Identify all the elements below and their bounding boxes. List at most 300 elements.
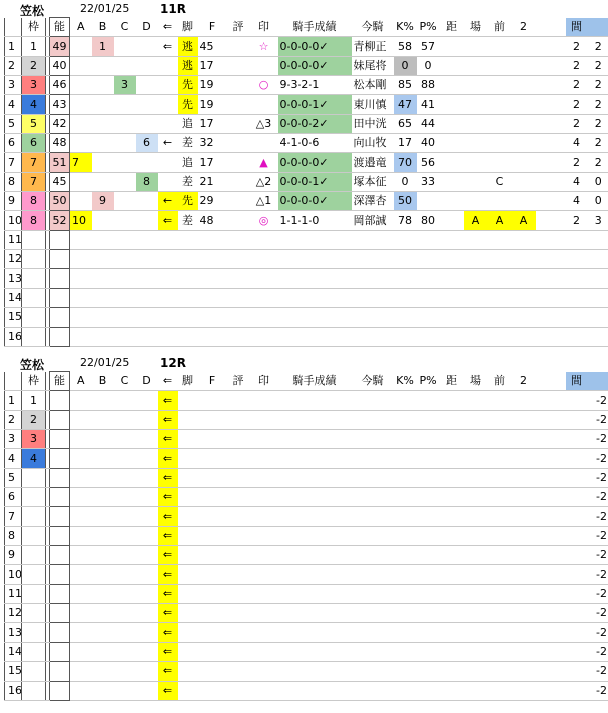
cell-kyori [440,584,464,603]
cell-konki [352,269,394,288]
cell-row-number: 16 [5,681,22,700]
table-row [5,327,608,346]
cell-arrow [158,76,178,95]
cell-col-b: 1 [92,37,114,56]
cell-spacer [536,288,566,307]
cell-baba [464,526,488,545]
cell-col-d [136,211,158,230]
cell-shirushi [250,526,278,545]
cell-kan-2: -2 [588,623,608,642]
cell-nouryoku [50,269,70,288]
table-body [5,391,608,701]
cell-konki [352,662,394,681]
cell-waku [22,604,46,623]
cell-row-number: 11 [5,230,22,249]
cell-baba [464,604,488,623]
cell-kishu-seiseki [278,565,352,584]
cell-baba [464,507,488,526]
cell-kan-1 [566,230,588,249]
cell-two [512,192,536,211]
cell-konki [352,604,394,623]
cell-two [512,584,536,603]
cell-arrow: ← [158,134,178,153]
cell-kishu-seiseki: 4-1-0-6 [278,134,352,153]
cell-k-rate [394,327,417,346]
cell-row-number: 15 [5,308,22,327]
cell-kyaku: 差 [178,134,198,153]
cell-col-a [70,391,92,410]
table-row [5,565,608,584]
cell-hyoka [227,584,250,603]
cell-nouryoku [50,623,70,642]
cell-col-c [114,192,136,211]
table-header-row [5,372,608,391]
cell-spacer [536,192,566,211]
cell-kyori [440,488,464,507]
header-kan-1: 間 [566,18,588,37]
cell-hyoka [227,250,250,269]
cell-row-number: 5 [5,114,22,133]
cell-p-rate [417,662,440,681]
cell-kishu-seiseki: 0-0-0-0✓ [278,56,352,75]
cell-shirushi: ◎ [250,211,278,230]
cell-col-f [198,449,227,468]
cell-col-b [92,391,114,410]
cell-mae [488,192,512,211]
cell-konki [352,526,394,545]
header-kan-2 [588,372,608,391]
header-shirushi: 印 [250,18,278,37]
cell-row-number: 1 [5,37,22,56]
cell-konki [352,410,394,429]
cell-spacer [536,211,566,230]
cell-mae [488,269,512,288]
cell-kan-2: -2 [588,391,608,410]
cell-shirushi [250,56,278,75]
cell-col-a [70,642,92,661]
cell-mae [488,584,512,603]
cell-arrow [158,288,178,307]
cell-k-rate [394,488,417,507]
cell-col-a: 7 [70,153,92,172]
cell-col-a [70,488,92,507]
cell-kan-2: 2 [588,56,608,75]
header-kishu-seiseki: 騎手成績 [278,372,352,391]
cell-baba [464,56,488,75]
cell-row-number: 10 [5,565,22,584]
cell-col-f [198,308,227,327]
table-row [5,391,608,410]
cell-kyaku: 差 [178,172,198,191]
cell-arrow: ⇐ [158,681,178,700]
cell-col-d [136,449,158,468]
cell-kan-1 [566,604,588,623]
cell-col-f [198,584,227,603]
cell-kan-1 [566,662,588,681]
cell-waku: 1 [22,391,46,410]
cell-kan-1 [566,250,588,269]
cell-spacer [536,488,566,507]
cell-col-c [114,507,136,526]
cell-kan-2: -2 [588,410,608,429]
cell-shirushi: △1 [250,192,278,211]
race-12r-block [4,356,607,701]
cell-konki [352,565,394,584]
cell-kan-1 [566,468,588,487]
cell-hyoka [227,662,250,681]
table-row [5,507,608,526]
cell-baba [464,623,488,642]
cell-col-d [136,642,158,661]
header-spacer [536,372,566,391]
cell-kyori [440,56,464,75]
cell-mae [488,662,512,681]
cell-col-f [198,430,227,449]
cell-spacer [536,468,566,487]
header-waku: 枠 [22,18,46,37]
cell-arrow: ⇐ [158,604,178,623]
cell-kyori [440,662,464,681]
cell-p-rate: 44 [417,114,440,133]
cell-arrow: ⇐ [158,391,178,410]
cell-mae [488,488,512,507]
table-body [5,37,608,347]
cell-spacer [536,134,566,153]
cell-two [512,95,536,114]
cell-col-b [92,565,114,584]
cell-kyori [440,449,464,468]
cell-kyori [440,623,464,642]
cell-nouryoku: 45 [50,172,70,191]
cell-col-d [136,114,158,133]
cell-k-rate: 65 [394,114,417,133]
header-konki: 今騎 [352,18,394,37]
cell-shirushi: ▲ [250,153,278,172]
cell-arrow: ⇐ [158,623,178,642]
cell-row-number: 7 [5,507,22,526]
cell-col-c [114,288,136,307]
cell-col-c [114,449,136,468]
cell-waku: 4 [22,95,46,114]
table-row [5,584,608,603]
cell-row-number: 2 [5,56,22,75]
cell-two [512,410,536,429]
cell-k-rate: 58 [394,37,417,56]
cell-spacer [536,76,566,95]
cell-kan-2: -2 [588,430,608,449]
cell-kan-1 [566,308,588,327]
cell-arrow [158,114,178,133]
cell-mae [488,526,512,545]
cell-kan-2 [588,269,608,288]
table-row [5,468,608,487]
cell-waku [22,526,46,545]
table-row [5,681,608,700]
cell-row-number: 2 [5,410,22,429]
cell-kan-2: -2 [588,584,608,603]
cell-kyori [440,546,464,565]
header-col-b: B [92,372,114,391]
cell-kan-2: 2 [588,76,608,95]
header-kyori: 距 [440,18,464,37]
cell-kan-2: -2 [588,642,608,661]
cell-arrow [158,172,178,191]
cell-col-b [92,488,114,507]
header-kyaku: 脚 [178,372,198,391]
cell-hyoka [227,488,250,507]
cell-col-b [92,604,114,623]
cell-waku [22,230,46,249]
cell-nouryoku: 46 [50,76,70,95]
cell-spacer [536,681,566,700]
cell-kan-1 [566,623,588,642]
table-row [5,250,608,269]
cell-kishu-seiseki [278,410,352,429]
cell-kan-1 [566,327,588,346]
cell-col-d [136,37,158,56]
header-col-a: A [70,18,92,37]
cell-two [512,269,536,288]
race-11r-block [4,2,602,347]
cell-row-number: 4 [5,95,22,114]
cell-col-d [136,526,158,545]
cell-col-d [136,662,158,681]
cell-spacer [536,95,566,114]
cell-kishu-seiseki: 0-0-0-0✓ [278,153,352,172]
race-number: 12R [160,356,186,370]
cell-col-a [70,327,92,346]
cell-spacer [536,327,566,346]
cell-shirushi [250,230,278,249]
table-row [5,95,608,114]
cell-shirushi [250,288,278,307]
cell-kyaku [178,488,198,507]
cell-two [512,134,536,153]
cell-kan-1: 2 [566,37,588,56]
cell-row-number: 12 [5,604,22,623]
cell-two [512,230,536,249]
cell-k-rate: 17 [394,134,417,153]
header-col-d: D [136,372,158,391]
cell-col-f [198,507,227,526]
cell-nouryoku [50,430,70,449]
cell-nouryoku [50,410,70,429]
cell-shirushi [250,430,278,449]
cell-col-f [198,468,227,487]
cell-p-rate [417,269,440,288]
cell-konki [352,468,394,487]
cell-p-rate [417,468,440,487]
cell-kishu-seiseki [278,546,352,565]
cell-waku [22,269,46,288]
cell-spacer [536,449,566,468]
header-col-c: C [114,372,136,391]
cell-baba [464,430,488,449]
cell-konki [352,488,394,507]
cell-spacer [536,662,566,681]
cell-k-rate [394,662,417,681]
cell-baba [464,565,488,584]
cell-p-rate [417,430,440,449]
cell-shirushi [250,546,278,565]
cell-col-f: 19 [198,95,227,114]
cell-col-f: 48 [198,211,227,230]
cell-col-c [114,565,136,584]
cell-kyaku [178,449,198,468]
cell-col-d [136,623,158,642]
cell-kan-1: 4 [566,134,588,153]
header-col-f: F [198,18,227,37]
cell-konki: 東川慎 [352,95,394,114]
race-number: 11R [160,2,186,16]
cell-konki: 松本剛 [352,76,394,95]
cell-kan-2: -2 [588,662,608,681]
cell-k-rate [394,565,417,584]
cell-nouryoku [50,468,70,487]
cell-col-f [198,230,227,249]
cell-shirushi [250,308,278,327]
cell-spacer [536,114,566,133]
cell-kishu-seiseki [278,526,352,545]
cell-col-d [136,230,158,249]
cell-col-c [114,681,136,700]
header-two: 2 [512,372,536,391]
cell-nouryoku [50,526,70,545]
cell-row-number: 8 [5,526,22,545]
cell-col-a [70,56,92,75]
cell-spacer [536,584,566,603]
cell-kyaku [178,642,198,661]
cell-col-f [198,410,227,429]
cell-nouryoku: 42 [50,114,70,133]
cell-col-c [114,430,136,449]
cell-konki [352,584,394,603]
cell-col-a [70,681,92,700]
header-baba: 場 [464,372,488,391]
cell-two [512,546,536,565]
cell-arrow: ⇐ [158,642,178,661]
table-header-row [5,18,608,37]
cell-arrow: ← [158,192,178,211]
cell-col-b [92,546,114,565]
table-row [5,488,608,507]
cell-p-rate [417,546,440,565]
cell-kyori [440,468,464,487]
cell-arrow: ⇐ [158,507,178,526]
cell-mae [488,604,512,623]
cell-arrow [158,95,178,114]
cell-hyoka [227,604,250,623]
cell-col-b: 9 [92,192,114,211]
cell-col-c [114,546,136,565]
cell-waku: 3 [22,430,46,449]
cell-p-rate [417,681,440,700]
cell-col-b [92,76,114,95]
cell-col-b [92,584,114,603]
cell-kan-1 [566,507,588,526]
cell-col-c [114,250,136,269]
cell-k-rate [394,288,417,307]
cell-kan-1: 2 [566,211,588,230]
cell-konki: 田中洸 [352,114,394,133]
cell-kyaku: 追 [178,153,198,172]
cell-col-f: 29 [198,192,227,211]
cell-kyori [440,134,464,153]
cell-row-number: 1 [5,391,22,410]
cell-kyaku [178,468,198,487]
cell-hyoka [227,623,250,642]
cell-hyoka [227,468,250,487]
cell-col-c [114,211,136,230]
cell-col-b [92,211,114,230]
cell-kishu-seiseki [278,642,352,661]
cell-col-f [198,623,227,642]
cell-hyoka [227,192,250,211]
cell-kan-1: 4 [566,192,588,211]
cell-k-rate [394,410,417,429]
cell-baba [464,37,488,56]
cell-col-c [114,604,136,623]
cell-kan-2 [588,288,608,307]
cell-p-rate [417,526,440,545]
cell-col-c [114,642,136,661]
cell-kyori [440,192,464,211]
cell-shirushi: ○ [250,76,278,95]
cell-arrow: ⇐ [158,565,178,584]
cell-baba [464,391,488,410]
cell-col-a [70,288,92,307]
cell-col-b [92,95,114,114]
cell-mae [488,56,512,75]
cell-konki [352,449,394,468]
table-row [5,192,608,211]
cell-kyaku: 逃 [178,37,198,56]
cell-hyoka [227,56,250,75]
cell-row-number: 14 [5,288,22,307]
cell-shirushi [250,507,278,526]
cell-kishu-seiseki [278,430,352,449]
cell-kyori [440,507,464,526]
cell-col-a [70,172,92,191]
cell-kan-1 [566,526,588,545]
cell-kyaku [178,604,198,623]
cell-row-number: 13 [5,623,22,642]
cell-shirushi [250,449,278,468]
cell-nouryoku [50,327,70,346]
cell-p-rate [417,623,440,642]
cell-kyaku [178,623,198,642]
cell-col-b [92,623,114,642]
cell-col-b [92,134,114,153]
cell-arrow: ⇐ [158,37,178,56]
cell-baba [464,308,488,327]
cell-two: A [512,211,536,230]
cell-col-f [198,488,227,507]
cell-waku [22,288,46,307]
cell-shirushi [250,250,278,269]
cell-kyori [440,172,464,191]
header-shirushi: 印 [250,372,278,391]
cell-waku: 2 [22,410,46,429]
cell-kyori [440,114,464,133]
header-col-a: A [70,372,92,391]
table-row [5,230,608,249]
cell-spacer [536,410,566,429]
table-row [5,526,608,545]
cell-kishu-seiseki [278,584,352,603]
cell-baba [464,114,488,133]
cell-nouryoku [50,230,70,249]
